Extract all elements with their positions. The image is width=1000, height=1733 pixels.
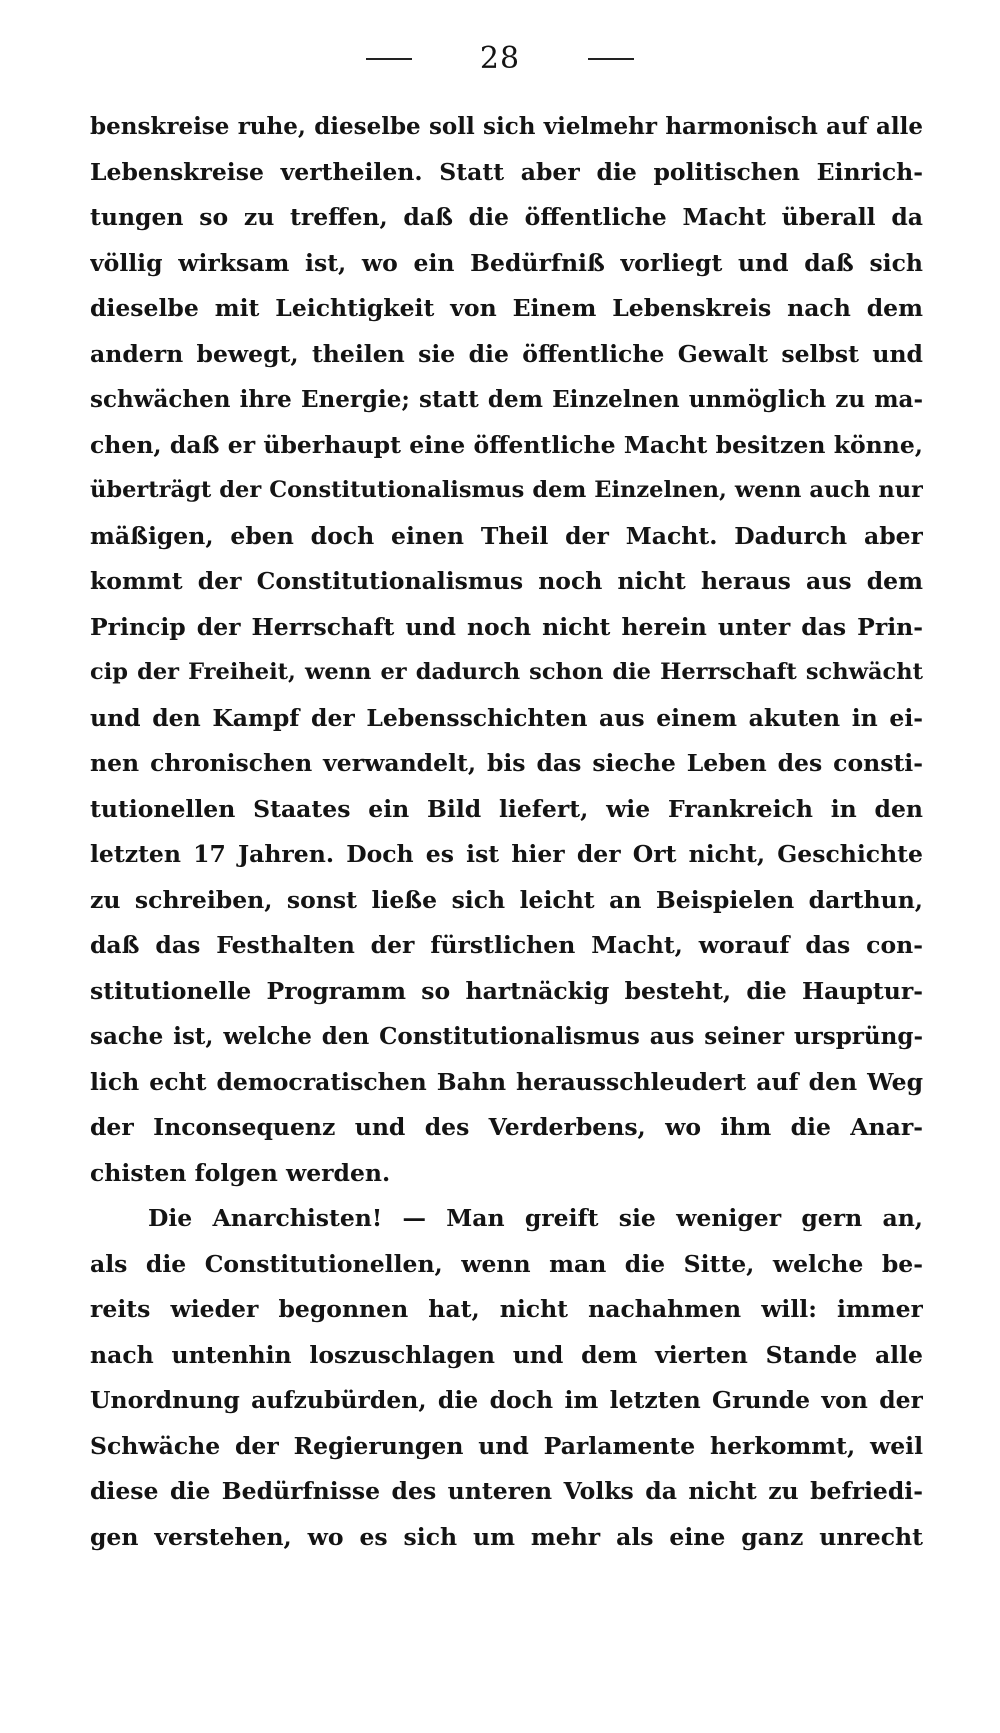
paragraph-start-line: Die Anarchisten! — Man greift sie weniger gern an, bbox=[148, 1204, 923, 1232]
text-line: gen verstehen, wo es sich um mehr als eine ganz unrecht bbox=[90, 1522, 923, 1551]
text-line: benskreise ruhe, dieselbe soll sich vielmehr harmonisch auf alle bbox=[90, 113, 923, 140]
text-line: Unordnung aufzubürden, die doch im letzten Grunde von der bbox=[90, 1386, 923, 1414]
text-line: tungen so zu treffen, daß die öffentliche Macht überall da bbox=[90, 203, 923, 231]
text-line: stitutionelle Programm so hartnäckig besteht, die Hauptur- bbox=[90, 976, 923, 1005]
text-line: Lebenskreise vertheilen. Statt aber die politischen Einrich- bbox=[90, 157, 923, 186]
page-header bbox=[0, 38, 1000, 78]
text-line: kommt der Constitutionalismus noch nicht heraus aus dem bbox=[90, 567, 923, 595]
text-line: diese die Bedürfnisse des unteren Volks da nicht zu befriedi- bbox=[90, 1477, 923, 1505]
text-line: der Inconsequenz und des Verderbens, wo ihm die Anar- bbox=[90, 1113, 923, 1141]
text-line: als die Constitutionellen, wenn man die Sitte, welche be- bbox=[90, 1249, 923, 1278]
page-number: 28 bbox=[479, 41, 521, 76]
paragraph-end-line: chisten folgen werden. bbox=[90, 1158, 391, 1187]
text-line: Schwäche der Regierungen und Parlamente herkommt, weil bbox=[90, 1431, 923, 1460]
text-line: nen chronischen verwandelt, bis das sieche Leben des consti- bbox=[90, 749, 923, 777]
text-line: cip der Freiheit, wenn er dadurch schon die Herrschaft schwächt bbox=[90, 659, 923, 685]
text-line: letzten 17 Jahren. Doch es ist hier der Ort nicht, Geschichte bbox=[90, 840, 923, 868]
text-line: tutionellen Staates ein Bild liefert, wie Frankreich in den bbox=[90, 794, 923, 823]
text-line: daß das Festhalten der fürstlichen Macht, worauf das con- bbox=[90, 931, 923, 959]
text-line: chen, daß er überhaupt eine öffentliche Macht besitzen könne, bbox=[90, 430, 923, 459]
text-line: und den Kampf der Lebensschichten aus einem akuten in ei- bbox=[90, 703, 923, 732]
text-line: reits wieder begonnen hat, nicht nachahmen will: immer bbox=[90, 1295, 923, 1323]
text-line: zu schreiben, sonst ließe sich leicht an Beispielen darthun, bbox=[90, 885, 923, 914]
text-line: schwächen ihre Energie; statt dem Einzelnen unmöglich zu ma- bbox=[90, 386, 923, 413]
text-line: andern bewegt, theilen sie die öffentliche Gewalt selbst und bbox=[90, 339, 923, 368]
text-line: sache ist, welche den Constitutionalismus aus seiner ursprüng- bbox=[90, 1023, 923, 1050]
header-dash-right bbox=[588, 58, 634, 60]
text-line: nach untenhin loszuschlagen und dem vierten Stande alle bbox=[90, 1340, 923, 1369]
text-line: Princip der Herrschaft und noch nicht herein unter das Prin- bbox=[90, 612, 923, 641]
text-line: völlig wirksam ist, wo ein Bedürfniß vorliegt und daß sich bbox=[90, 248, 923, 277]
body-text bbox=[90, 104, 923, 1560]
text-line: überträgt der Constitutionalismus dem Einzelnen, wenn auch nur bbox=[90, 477, 923, 503]
text-line: mäßigen, eben doch einen Theil der Macht. Dadurch aber bbox=[90, 521, 923, 550]
text-line: lich echt democratischen Bahn herausschleudert auf den Weg bbox=[90, 1067, 923, 1096]
header-dash-left bbox=[366, 58, 412, 60]
text-line: dieselbe mit Leichtigkeit von Einem Lebenskreis nach dem bbox=[90, 294, 923, 322]
